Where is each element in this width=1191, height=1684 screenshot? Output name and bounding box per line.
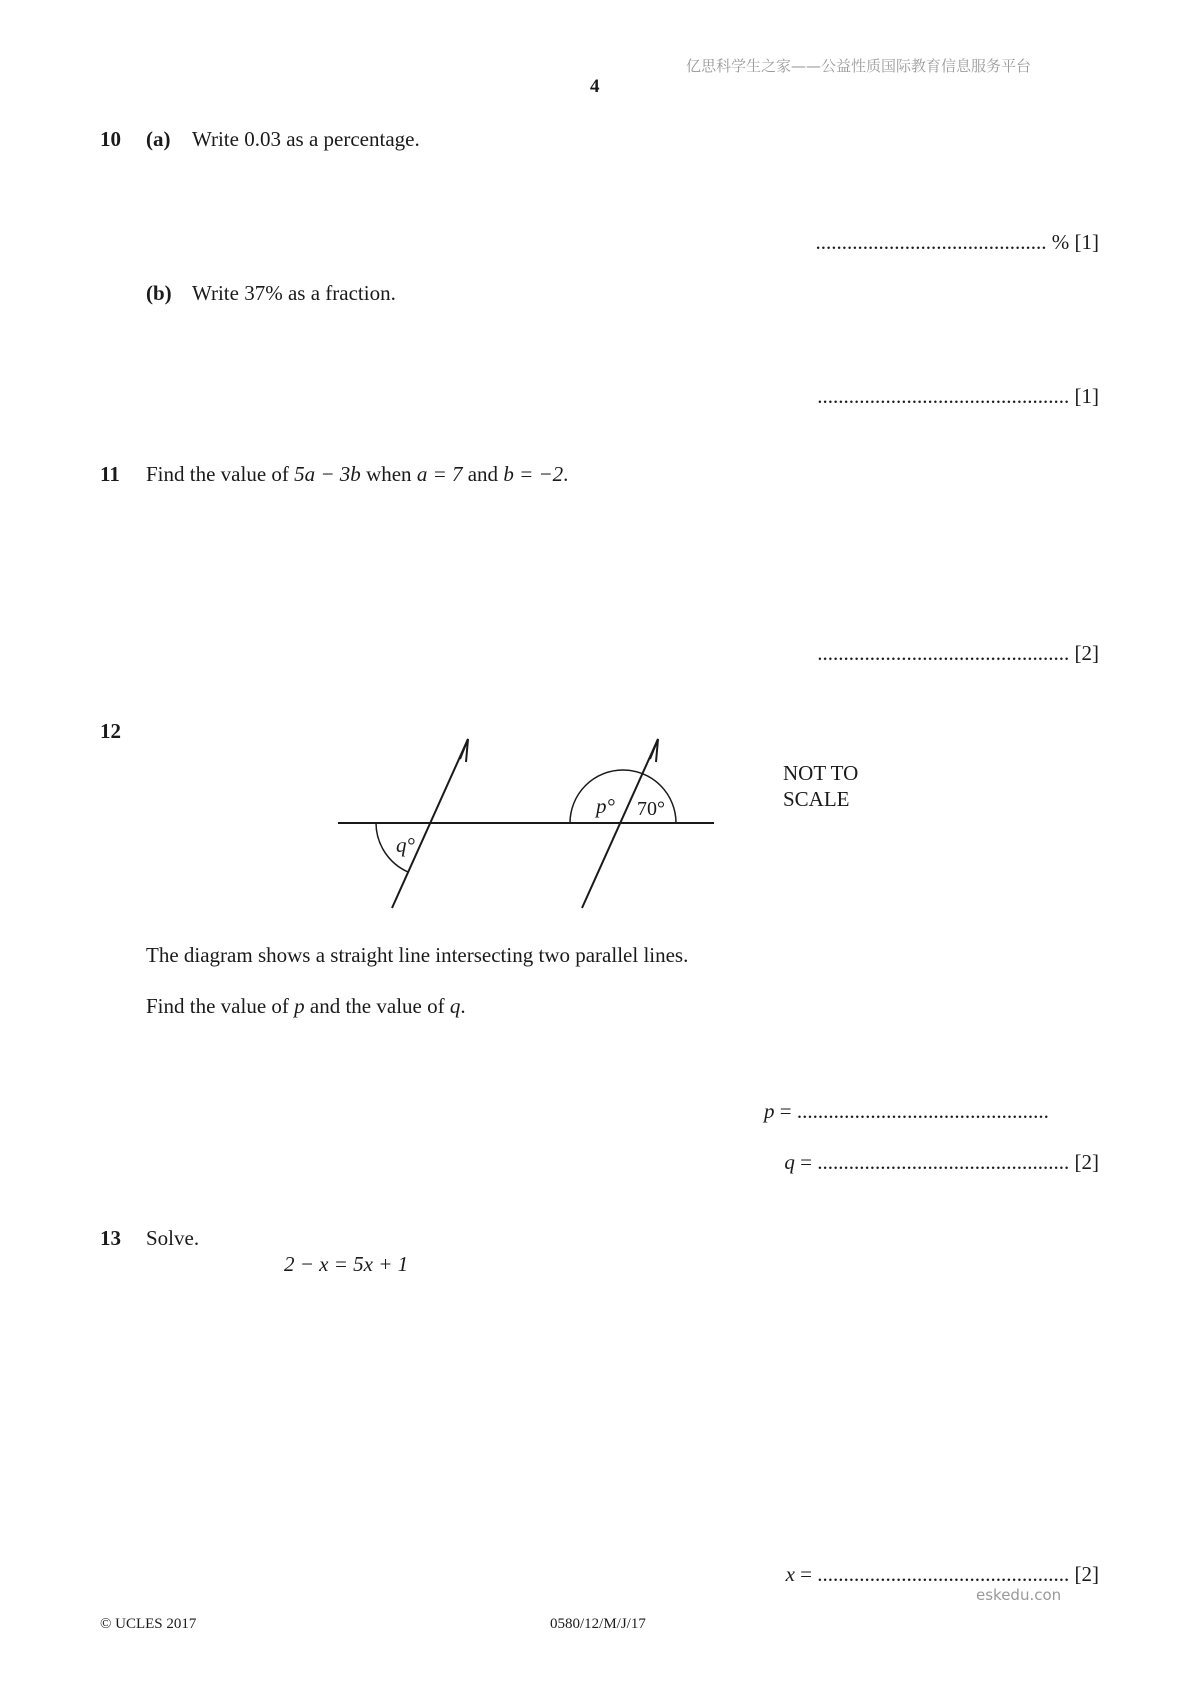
marks: [2] bbox=[1069, 1150, 1099, 1174]
variable-q: q bbox=[784, 1150, 795, 1174]
question-text: Solve. bbox=[146, 1226, 200, 1250]
expression: 5a − 3b bbox=[294, 462, 361, 486]
text-end: . bbox=[563, 462, 569, 486]
marks: [1] bbox=[1069, 384, 1099, 408]
text-prefix: Find the value of bbox=[146, 994, 295, 1018]
arrow-icon bbox=[650, 739, 658, 762]
question-text-line1: The diagram shows a straight line intersecting two parallel lines. bbox=[146, 943, 689, 967]
answer-line-10a[interactable] bbox=[816, 229, 1099, 255]
text-end: . bbox=[460, 994, 466, 1018]
text-mid: when bbox=[360, 462, 417, 486]
variable-p: p bbox=[764, 1099, 775, 1123]
answer-line-q[interactable] bbox=[784, 1149, 1099, 1175]
expression: a = 7 bbox=[416, 462, 463, 486]
answer-dots: ................................................ bbox=[796, 1099, 1049, 1123]
expression: b = −2 bbox=[503, 462, 564, 486]
equals: = bbox=[774, 1099, 797, 1123]
question-number: 10 bbox=[100, 127, 121, 151]
answer-line-11[interactable] bbox=[817, 640, 1099, 666]
marks: [2] bbox=[1069, 1562, 1099, 1586]
equals: = bbox=[794, 1150, 818, 1174]
variable-x: x bbox=[785, 1562, 795, 1586]
part-b-text: Write 37% as a fraction. bbox=[192, 281, 396, 305]
question-text-line2 bbox=[146, 993, 466, 1019]
parallel-lines-diagram bbox=[330, 735, 730, 915]
question-number: 11 bbox=[100, 462, 120, 486]
part-b-label: (b) bbox=[146, 281, 172, 305]
question-number: 13 bbox=[100, 1226, 121, 1250]
arrow-icon bbox=[460, 739, 468, 762]
angle-label-70: 70° bbox=[637, 798, 665, 820]
part-a-label: (a) bbox=[146, 127, 171, 151]
question-number: 12 bbox=[100, 719, 121, 743]
text-prefix: Find the value of bbox=[146, 462, 295, 486]
answer-dots: ............................................ bbox=[815, 230, 1047, 254]
not-to-scale-line2: SCALE bbox=[783, 787, 850, 811]
answer-suffix: % [1] bbox=[1046, 230, 1099, 254]
equals: = bbox=[794, 1562, 818, 1586]
text-mid: and the value of bbox=[304, 994, 450, 1018]
answer-dots: ................................................ bbox=[817, 384, 1070, 408]
question-text bbox=[146, 461, 568, 487]
watermark-bottom: eskedu.con bbox=[976, 1586, 1062, 1604]
text-mid: and bbox=[462, 462, 504, 486]
page-number: 4 bbox=[590, 76, 600, 97]
part-a-text: Write 0.03 as a percentage. bbox=[192, 127, 420, 151]
equation: 2 − x = 5x + 1 bbox=[284, 1252, 409, 1276]
answer-dots: ................................................ bbox=[817, 1562, 1070, 1586]
answer-line-x[interactable] bbox=[786, 1561, 1099, 1587]
variable-q: q bbox=[449, 994, 461, 1018]
footer-copyright: © UCLES 2017 bbox=[100, 1616, 197, 1632]
answer-dots: ................................................ bbox=[817, 641, 1070, 665]
angle-label-p: p° bbox=[596, 794, 615, 818]
answer-dots: ................................................ bbox=[817, 1150, 1070, 1174]
footer-paper-code: 0580/12/M/J/17 bbox=[550, 1616, 646, 1632]
not-to-scale-line1: NOT TO bbox=[783, 761, 859, 785]
answer-line-p[interactable] bbox=[764, 1098, 1049, 1124]
marks: [2] bbox=[1069, 641, 1099, 665]
watermark-top: 亿思科学生之家——公益性质国际教育信息服务平台 bbox=[686, 57, 1032, 75]
answer-line-10b[interactable] bbox=[817, 383, 1099, 409]
angle-label-q: q° bbox=[396, 833, 415, 857]
variable-p: p bbox=[294, 994, 305, 1018]
